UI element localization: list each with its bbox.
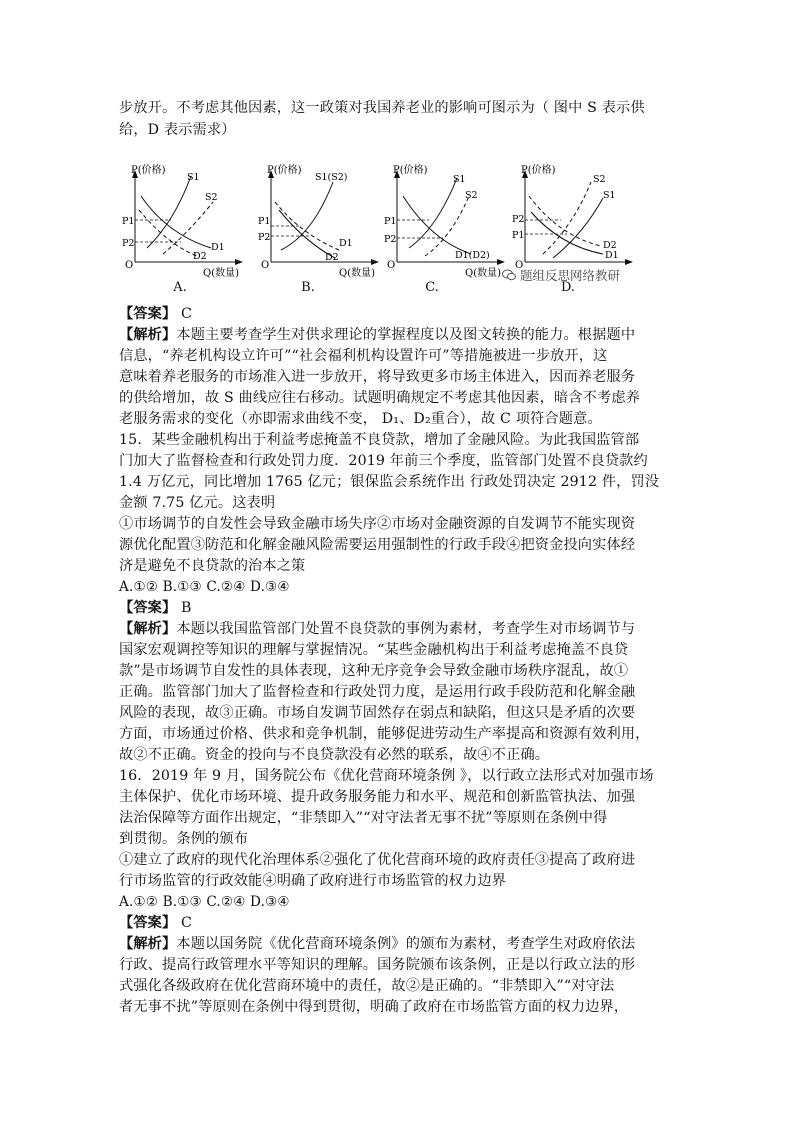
curve-label: D2	[193, 251, 207, 262]
y-axis-label: P(价格)	[131, 165, 166, 176]
answer-tag: 【答案】	[119, 306, 177, 322]
analysis-tag: 【解析】	[119, 621, 177, 637]
analysis-line: 【解析】本题以国务院《优化营商环境条例》的颁布为素材，考查学生对政府依法	[119, 936, 636, 952]
answer-tag: 【答案】	[119, 600, 177, 616]
analysis-line: 【解析】本题以我国监管部门处置不良贷款的事例为素材，考查学生对市场调节与	[119, 621, 636, 637]
y-axis-label: P(价格)	[393, 165, 428, 176]
analysis-line: 【解析】本题主要考查学生对供求理论的掌握程度以及图文转换的能力。根据题中	[119, 327, 636, 343]
analysis-line: 国家宏观调控等知识的理解与掌握情况。“某些金融机构出于利益考虑掩盖不良贷	[119, 642, 629, 658]
question-line: 15．某些金融机构出于利益考虑掩盖不良贷款，增加了金融风险。为此我国监管部	[119, 432, 640, 448]
analysis-tag: 【解析】	[119, 327, 177, 343]
origin-label: O	[125, 260, 134, 271]
origin-label: O	[261, 260, 270, 271]
origin-label: O	[515, 260, 524, 271]
question-line: 16．2019 年 9 月，国务院公布《优化营商环境条例 》，以行政立法形式对加强市场	[119, 768, 654, 784]
curve-label: D1	[605, 250, 619, 261]
analysis-line: 方面，市场通过价格、供求和竞争机制，能够促进劳动生产率提高和资源有效利用，	[119, 726, 650, 742]
question-line: 法治保障等方面作出规定，“非禁即入”“对守法者无事不扰”等原则在条例中得	[119, 810, 608, 826]
price-label: P1	[384, 216, 397, 227]
figure-option-label: A.	[173, 280, 187, 295]
answer-value: C	[181, 306, 193, 322]
curve-label: S2	[593, 174, 606, 185]
figure-option-label: C.	[425, 280, 439, 295]
analysis-line: 意味着养老服务的市场准入进一步放开，将导致更多市场主体进入，因而养老服务	[119, 369, 636, 385]
analysis-line: 行政、提高行政管理水平等知识的理解。国务院颁布该条例，正是以行政立法的形	[119, 957, 636, 973]
price-label: P2	[512, 214, 525, 225]
x-axis-label: Q(数量)	[203, 268, 240, 279]
curve-label: D1(D2)	[455, 250, 490, 261]
price-label: P1	[512, 230, 525, 241]
price-label: P2	[258, 232, 271, 243]
watermark	[502, 266, 652, 284]
choice-options: A.①② B.①③ C.②④ D.③④	[119, 894, 290, 910]
question-line: 到贯彻。条例的颁布	[119, 831, 249, 847]
question-line: 济是避免不良贷款的治本之策	[119, 558, 306, 574]
question-line: 主体保护、优化市场环境、提升政务服务能力和水平、规范和创新监管执法、加强	[119, 789, 636, 805]
figure-option-a	[119, 162, 249, 302]
question-line: 1.4 万亿元，同比增加 1765 亿元；银保监会系统作出 行政处罚决定 2912 件，罚没	[119, 474, 660, 490]
price-label: P2	[384, 234, 397, 245]
answer-line	[119, 598, 192, 619]
x-axis-label: Q(数量)	[465, 268, 502, 279]
answer-value: B	[181, 600, 192, 616]
question-line: ①建立了政府的现代化治理体系②强化了优化营商环境的政府责任③提高了政府进	[119, 852, 636, 868]
price-label: P2	[122, 238, 135, 249]
analysis-line: 的供给增加，故 S 曲线应往右移动。试题明确规定不考虑其他因素，暗含不考虑养	[119, 390, 641, 406]
origin-label: O	[387, 260, 396, 271]
answer-line	[119, 913, 192, 934]
question-line: 门加大了监督检查和行政处罚力度．2019 年前三个季度，监管部门处置不良贷款约	[119, 453, 648, 469]
question-intro-line: 给，D 表示需求）	[119, 122, 236, 138]
analysis-line: 正确。监管部门加大了监督检查和行政处罚力度，是运用行政手段防范和化解金融	[119, 684, 636, 700]
question-line: ①市场调节的自发性会导致金融市场失序②市场对金融资源的自发调节不能实现资	[119, 516, 636, 532]
curve-label: S1	[603, 190, 616, 201]
answer-tag: 【答案】	[119, 915, 177, 931]
question-intro-line: 步放开。不考虑其他因素，这一政策对我国养老业的影响可图示为（ 图中 S 表示供	[119, 100, 645, 116]
curve-label: S2	[205, 192, 218, 203]
answer-value: C	[181, 915, 193, 931]
question-line: 源优化配置③防范和化解金融风险需要运用强制性的行政手段④把资金投向实体经	[119, 537, 636, 553]
curve-label: S1(S2)	[315, 172, 348, 183]
analysis-line: 故②不正确。资金的投向与不良贷款没有必然的联系，故④不正确。	[119, 747, 550, 763]
analysis-line: 款”是市场调节自发性的具体表现，这种无序竞争会导致金融市场秩序混乱，故①	[119, 663, 629, 679]
question-line: 金额 7.75 亿元。这表明	[119, 495, 276, 511]
answer-line	[119, 304, 192, 325]
curve-label: D1	[211, 242, 225, 253]
curve-label: S2	[465, 190, 478, 201]
price-label: P1	[122, 216, 135, 227]
curve-label: S1	[187, 172, 200, 183]
figure-option-label: B.	[301, 280, 315, 295]
figure-option-b	[255, 162, 385, 302]
curve-label: D1	[339, 238, 353, 249]
analysis-line: 风险的表现，故③正确。市场自发调节固然存在弱点和缺陷，但这只是矛盾的次要	[119, 705, 636, 721]
curve-label: D2	[603, 240, 617, 251]
analysis-line: 式强化各级政府在优化营商环境中的责任，故②是正确的。“非禁即入”“对守法	[119, 978, 615, 994]
analysis-line: 老服务需求的变化（亦即需求曲线不变， D₁、D₂重合），故 C 项符合题意。	[119, 411, 602, 427]
wechat-icon	[502, 269, 516, 281]
analysis-line: 信息，“养老机构设立许可”“社会福利机构设置许可”等措施被进一步放开，这	[119, 348, 608, 364]
figure-option-label: D.	[560, 280, 576, 295]
y-axis-label: P(价格)	[521, 165, 556, 176]
question-line: 行市场监管的行政效能④明确了政府进行市场监管的权力边界	[119, 873, 507, 889]
x-axis-label: Q(数量)	[339, 268, 376, 279]
analysis-line: 者无事不扰”等原则在条例中得到贯彻，明确了政府在市场监管方面的权力边界，	[119, 999, 629, 1015]
curve-label: D2	[325, 252, 339, 263]
choice-options: A.①② B.①③ C.②④ D.③④	[119, 579, 290, 595]
figure-option-c	[381, 162, 511, 302]
analysis-tag: 【解析】	[119, 936, 177, 952]
curve-label: S1	[453, 174, 466, 185]
price-label: P1	[258, 216, 271, 227]
y-axis-label: P(价格)	[267, 165, 302, 176]
watermark-text: 题组反思网络教研	[520, 268, 621, 283]
